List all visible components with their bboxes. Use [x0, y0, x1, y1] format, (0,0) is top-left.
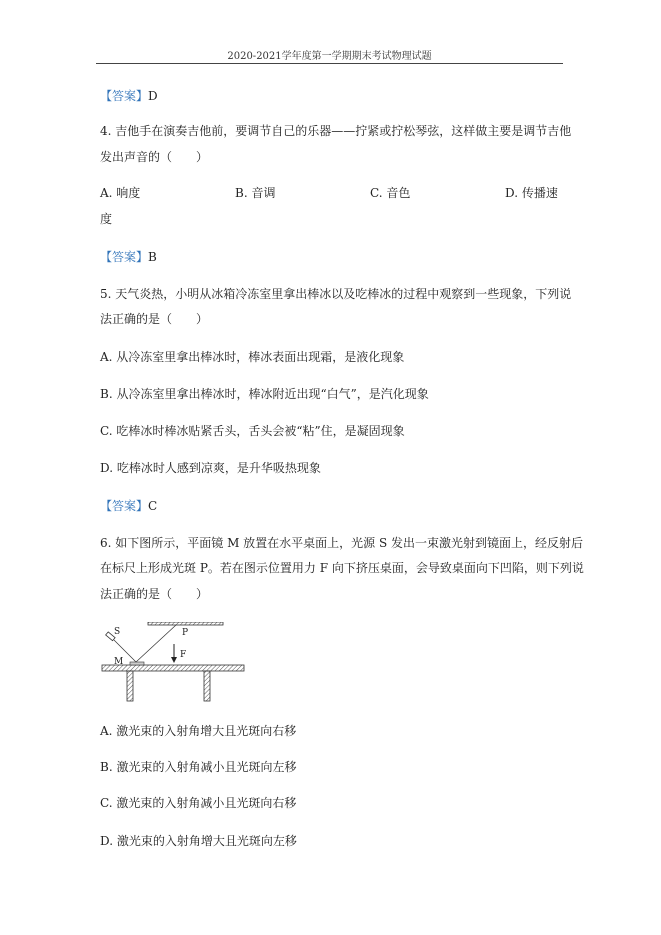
q4-option-d-wrap: 度: [100, 212, 113, 226]
mirror: [130, 662, 144, 665]
answer-value: B: [148, 250, 157, 264]
q4-option-b: B. 音调: [235, 186, 276, 200]
answer-tag: 【答案】: [100, 250, 149, 264]
table-leg-left: [127, 671, 133, 701]
answer-value: C: [148, 499, 158, 513]
answer-value: D: [148, 89, 158, 103]
label-s: S: [114, 627, 121, 637]
q5-option-b: B. 从冷冻室里拿出棒冰时，棒冰附近出现“白气”，是汽化现象: [100, 387, 429, 401]
q4-stem-line1: 4. 吉他手在演奏吉他前，要调节自己的乐器——拧紧或拧松琴弦，这样做主要是调节吉他: [100, 124, 572, 138]
q6-stem-line1: 6. 如下图所示，平面镜 M 放置在水平桌面上，光源 S 发出一束激光射到镜面上，经反射后: [100, 536, 584, 550]
force-arrowhead: [171, 657, 177, 663]
q4-option-a: A. 响度: [100, 186, 141, 200]
answer-tag: 【答案】: [100, 89, 149, 103]
q5-option-d: D. 吃棒冰时人感到凉爽，是升华吸热现象: [100, 461, 321, 475]
answer-tag: 【答案】: [100, 499, 149, 513]
q5-option-a: A. 从冷冻室里拿出棒冰时，棒冰表面出现霜，是液化现象: [100, 350, 405, 364]
q6-option-c: C. 激光束的入射角减小且光斑向右移: [100, 796, 297, 810]
label-m: M: [114, 657, 124, 667]
q6-stem-line2: 在标尺上形成光斑 P。若在图示位置用力 F 向下挤压桌面，会导致桌面向下凹陷，则下列说: [100, 561, 584, 575]
ruler-bar: [148, 622, 223, 625]
q5-stem-line1: 5. 天气炎热，小明从冰箱冷冻室里拿出棒冰以及吃棒冰的过程中观察到一些现象，下列说: [100, 287, 572, 301]
header-divider: [96, 63, 563, 64]
q6-option-b: B. 激光束的入射角减小且光斑向左移: [100, 760, 297, 774]
q4-option-d: D. 传播速: [505, 186, 558, 200]
q5-option-c: C. 吃棒冰时棒冰贴紧舌头，舌头会被“粘”住，是凝固现象: [100, 424, 405, 438]
q4-answer: [100, 250, 157, 264]
table-top: [102, 665, 244, 671]
q6-stem-line3: 法正确的是（ ）: [100, 587, 209, 601]
page-header: 2020-2021学年度第一学期期末考试物理试题: [227, 51, 432, 62]
label-p: P: [182, 628, 189, 638]
mirror-table-diagram: [98, 622, 248, 702]
q5-stem-line2: 法正确的是（ ）: [100, 312, 209, 326]
reflected-ray: [136, 625, 176, 662]
table-leg-right: [204, 671, 210, 701]
q5-answer: [100, 499, 157, 513]
q4-stem-line2: 发出声音的（ ）: [100, 150, 209, 164]
q6-option-d: D. 激光束的入射角增大且光斑向左移: [100, 834, 297, 848]
q6-option-a: A. 激光束的入射角增大且光斑向右移: [100, 724, 297, 738]
label-f: F: [180, 650, 187, 660]
mirror-table-figure: [98, 622, 248, 702]
q4-option-c: C. 音色: [370, 186, 411, 200]
answer-prev: [100, 89, 158, 103]
